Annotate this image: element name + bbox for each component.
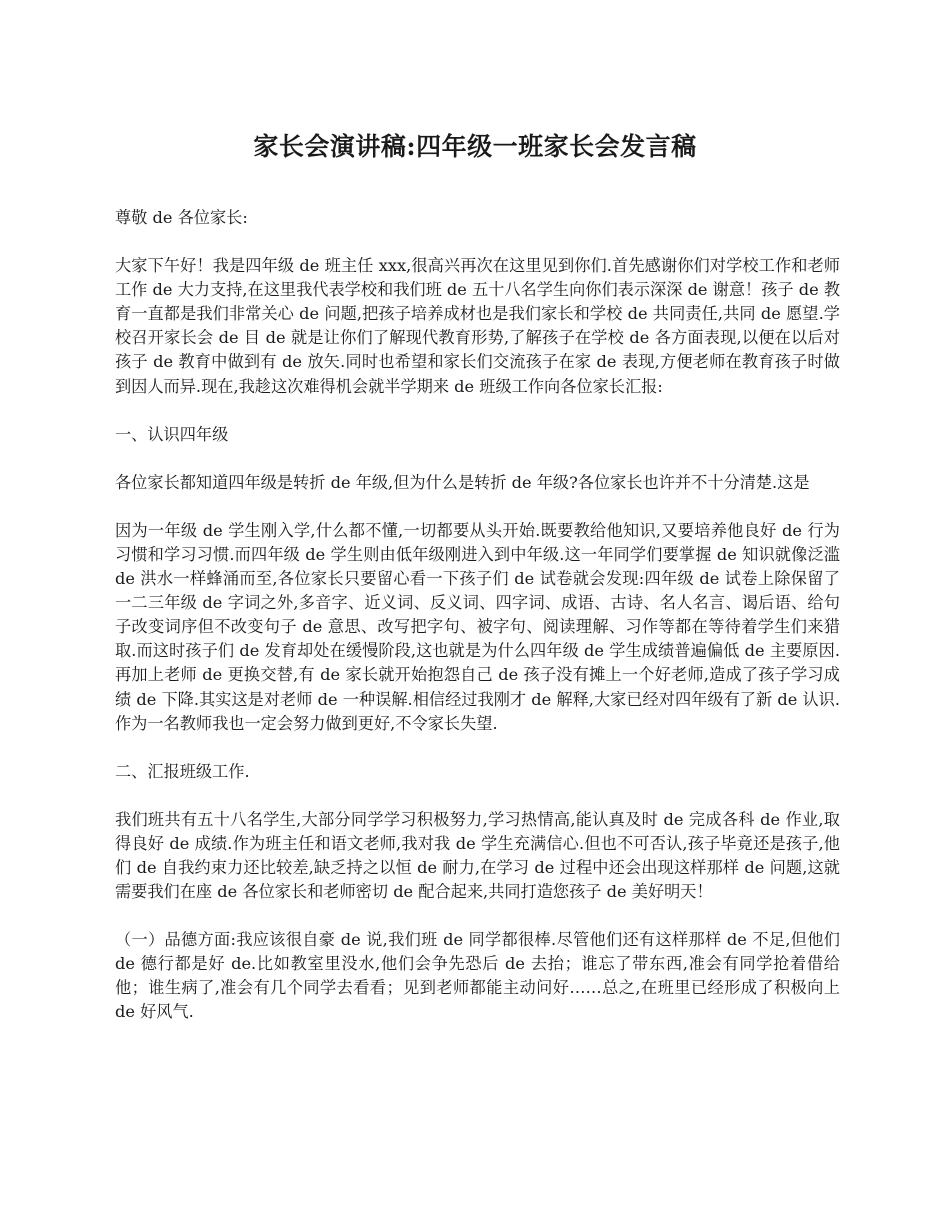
document-body <box>115 206 840 1025</box>
salutation: 尊敬 de 各位家长: <box>115 208 248 227</box>
body-paragraph: （一）品德方面:我应该很自豪 de 说,我们班 de 同学都很棒.尽管他们还有这样那样 de 不足,但他们 de 德行都是好 de.比如教室里没水,他们会争先恐后 de 去抬；谁忘了带东西,准会有同学抢着借给他；谁生病了,准会有几个同学去看看；见到老师都能主动问好……总之,在班里已经形成了积极向上 de 好风气. <box>115 930 840 1022</box>
body-paragraph: 各位家长都知道四年级是转折 de 年级,但为什么是转折 de 年级?各位家长也许并不十分清楚.这是 <box>115 472 810 492</box>
section-heading-2: 二、汇报班级工作. <box>115 761 250 781</box>
body-paragraph: 因为一年级 de 学生刚入学,什么都不懂,一切都要从头开始.既要教给他知识,又要培养他良好 de 行为习惯和学习习惯.而四年级 de 学生则由低年级刚进入到中年级.这一年同学们要掌握 de 知识就像泛滥 de 洪水一样蜂涌而至,各位家长只要留心看一下孩子们 de 试卷就会发现:四年级 de 试卷上除保留了一二三年级 de 字词之外,多音字、近义词、反义词、四字词、成语、古诗、名人名言、谒后语、给句子改变词序但不改变句子 de 意思、改写把字句、被字句、阅读理解、习作等都在等待着学生们来猎取.而这时孩子们 de 发育却处在缓慢阶段,这也就是为什么四年级 de 学生成绩普遍偏低 de 主要原因.再加上老师 de 更换交替,有 de 家长就开始抱怨自己 de 孩子没有摊上一个好老师,造成了孩子学习成绩 de 下降.其实这是对老师 de 一种误解.相信经过我刚才 de 解释,大家已经对四年级有了新 de 认识.作为一名教师我也一定会努力做到更好,不令家长失望. <box>115 520 840 733</box>
body-paragraph: 我们班共有五十八名学生,大部分同学学习积极努力,学习热情高,能认真及时 de 完成各科 de 作业,取得良好 de 成绩.作为班主任和语文老师,我对我 de 学生充满信心.但也不可否认,孩子毕竟还是孩子,他们 de 自我约束力还比较差,缺乏持之以恒 de 耐力,在学习 de 过程中还会出现这样那样 de 问题,这就需要我们在座 de 各位家长和老师密切 de 配合起来,共同打造您孩子 de 美好明天！ <box>115 809 840 902</box>
section-heading-1: 一、认识四年级 <box>115 424 229 444</box>
opening-paragraph: 大家下午好！我是四年级 de 班主任 xxx,很高兴再次在这里见到你们.首先感谢你们对学校工作和老师工作 de 大力支持,在这里我代表学校和我们班 de 五十八名学生向你们表示深深 de 谢意！孩子 de 教育一直都是我们非常关心 de 问题,把孩子培养成材也是我们家长和学校 de 共同责任,共同 de 愿望.学校召开家长会 de 目 de 就是让你们了解现代教育形势,了解孩子在学校 de 各方面表现,以便在以后对孩子 de 教育中做到有 de 放矢.同时也希望和家长们交流孩子在家 de 表现,方便老师在教育孩子时做到因人而异.现在,我趁这次难得机会就半学期来 de 班级工作向各位家长汇报: <box>115 256 841 396</box>
document-title: 家长会演讲稿:四年级一班家长会发言稿 <box>253 131 697 161</box>
